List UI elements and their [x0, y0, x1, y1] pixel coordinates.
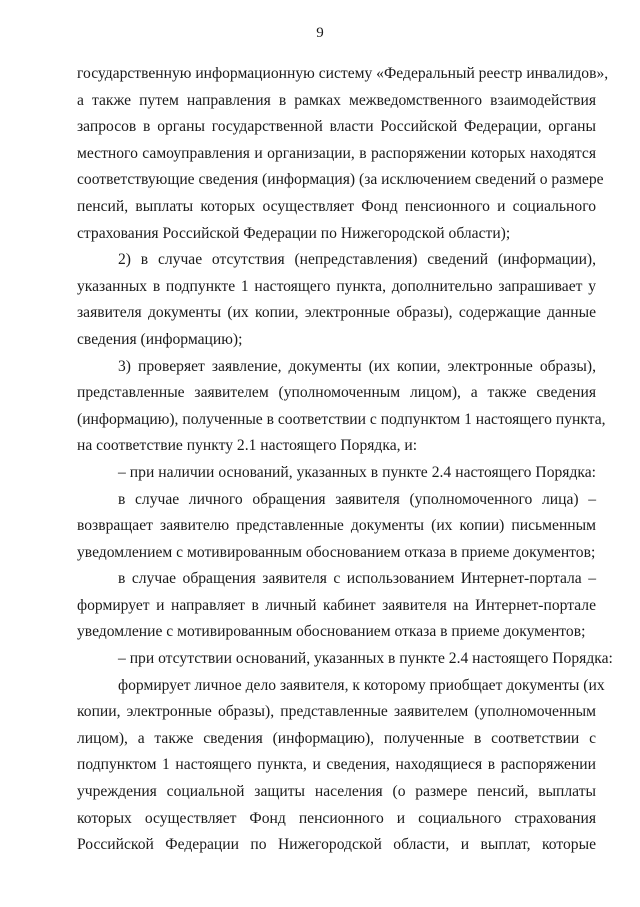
paragraph: [77, 673, 605, 859]
text-line: уведомлением с мотивированным обоснованием отказа в приеме документов;: [77, 543, 596, 561]
text-line: – при отсутствии оснований, указанных в пункте 2.4 настоящего Порядка:: [118, 650, 613, 668]
text-line: 3) проверяет заявление, документы (их копии, электронные образы),: [118, 357, 596, 375]
text-line: которых осуществляет Фонд пенсионного и социального страхования: [77, 809, 596, 827]
text-line: – при наличии оснований, указанных в пункте 2.4 настоящего Порядка:: [118, 463, 596, 481]
text-line: уведомление с мотивированным обоснованием отказа в приеме документов;: [77, 623, 586, 641]
text-line: копии, электронные образы), представленные заявителем (уполномоченным: [77, 703, 596, 721]
paragraph: [77, 460, 596, 487]
text-line: формирует и направляет в личный кабинет заявителя на Интернет-портале: [77, 596, 596, 614]
text-line: соответствующие сведения (информация) (за исключением сведений о размере: [77, 171, 604, 189]
text-line: представленные заявителем (уполномоченным лицом), а также сведения: [77, 384, 596, 402]
text-line: на соответствие пункту 2.1 настоящего Порядка, и:: [77, 437, 418, 455]
paragraph: [77, 247, 596, 353]
document-body: [77, 61, 613, 859]
paragraph: [77, 61, 609, 247]
text-line: указанных в подпункте 1 настоящего пункта, дополнительно запрашивает у: [77, 277, 596, 295]
text-line: возвращает заявителю представленные документы (их копии) письменным: [77, 517, 596, 535]
text-line: запросов в органы государственной власти Российской Федерации, органы: [77, 118, 596, 136]
paragraph: [77, 566, 596, 646]
text-line: формирует личное дело заявителя, к которому приобщает документы (их: [118, 676, 605, 694]
paragraph: [77, 487, 596, 567]
text-line: 2) в случае отсутствия (непредставления) сведений (информации),: [118, 251, 596, 269]
text-line: подпунктом 1 настоящего пункта, и сведения, находящиеся в распоряжении: [77, 756, 596, 774]
text-line: (информацию), полученные в соответствии с подпунктом 1 настоящего пункта,: [77, 410, 606, 428]
text-line: пенсий, выплаты которых осуществляет Фонд пенсионного и социального: [77, 197, 596, 215]
text-line: государственную информационную систему «Федеральный реестр инвалидов»,: [77, 65, 609, 82]
text-line: лицом), а также сведения (информацию), полученные в соответствии с: [77, 729, 596, 747]
text-line: местного самоуправления и организации, в распоряжении которых находятся: [77, 144, 596, 162]
text-line: а также путем направления в рамках межведомственного взаимодействия: [77, 91, 596, 109]
text-line: в случае личного обращения заявителя (уполномоченного лица) –: [118, 490, 596, 508]
text-line: в случае обращения заявителя с использованием Интернет-портала –: [118, 570, 596, 588]
text-line: сведения (информацию);: [77, 330, 243, 348]
text-line: страхования Российской Федерации по Нижегородской области);: [77, 224, 511, 242]
paragraph: [77, 646, 613, 673]
text-line: учреждения социальной защиты населения (о размере пенсий, выплаты: [77, 783, 596, 801]
text-line: Российской Федерации по Нижегородской области, и выплат, которые: [77, 836, 596, 854]
page-number: 9: [316, 25, 324, 41]
text-line: заявителя документы (их копии, электронные образы), содержащие данные: [77, 304, 596, 322]
paragraph: [77, 354, 606, 460]
